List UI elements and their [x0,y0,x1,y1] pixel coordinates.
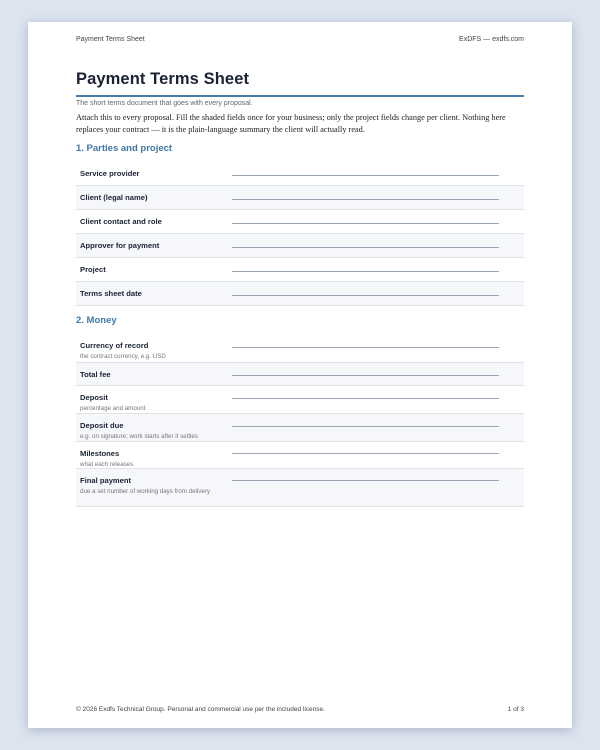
intro-paragraph: Attach this to every proposal. Fill the shaded fields once for your business; only the project fields change per client. Nothing here replaces your contract — it is the plain-language summary the client will actually read. [76,113,506,134]
field-hint: what each releases [80,461,134,468]
field-row-project [76,258,524,282]
title-divider [76,95,524,97]
section-heading-parties: 1. Parties and project [76,143,173,154]
field-row-currency [76,334,524,363]
field-label: Deposit [80,393,108,402]
field-label: Project [80,265,106,274]
field-row-terms-date [76,282,524,306]
field-hint: the contract currency, e.g. USD [80,353,166,360]
field-label: Service provider [80,169,140,178]
header-document-name: Payment Terms Sheet [76,36,145,43]
deposit-due-field[interactable] [232,416,499,427]
page-title: Payment Terms Sheet [76,70,250,88]
running-header [76,36,524,48]
client-legal-name-field[interactable] [232,189,499,200]
total-fee-field[interactable] [232,365,499,376]
field-hint: due a set number of working days from delivery [80,488,210,495]
section-heading-money: 2. Money [76,315,117,326]
field-label: Currency of record [80,341,149,350]
project-field[interactable] [232,261,499,272]
money-fields [76,334,524,507]
milestones-field[interactable] [232,443,499,454]
field-label: Approver for payment [80,241,160,250]
field-label: Client (legal name) [80,193,148,202]
deposit-field[interactable] [232,388,499,399]
header-publisher: ExDFS — exdfs.com [459,36,524,43]
field-label: Milestones [80,449,120,458]
field-row-final-payment [76,469,524,507]
document-page [28,22,572,728]
parties-fields [76,162,524,306]
field-row-client-legal-name [76,186,524,210]
field-row-deposit [76,386,524,414]
terms-date-field[interactable] [232,285,499,296]
field-label: Final payment [80,476,132,485]
field-row-client-contact [76,210,524,234]
field-row-total-fee [76,363,524,386]
currency-field[interactable] [232,337,499,348]
final-payment-field[interactable] [232,470,499,481]
field-row-milestones [76,442,524,469]
service-provider-field[interactable] [232,165,499,176]
field-hint: e.g. on signature; work starts after it settles [80,433,198,440]
field-row-approver [76,234,524,258]
field-label: Client contact and role [80,217,162,226]
approver-field[interactable] [232,237,499,248]
page-number: 1 of 3 [507,706,524,713]
field-label: Terms sheet date [80,289,142,298]
client-contact-field[interactable] [232,213,499,224]
field-label: Deposit due [80,421,124,430]
page-subtitle: The short terms document that goes with every proposal. [76,100,253,107]
field-row-deposit-due [76,414,524,442]
footer-copyright: © 2026 Exdfs Technical Group. Personal and commercial use per the included license. [76,706,325,713]
field-label: Total fee [80,370,111,379]
field-row-service-provider [76,162,524,186]
field-hint: percentage and amount [80,405,146,412]
